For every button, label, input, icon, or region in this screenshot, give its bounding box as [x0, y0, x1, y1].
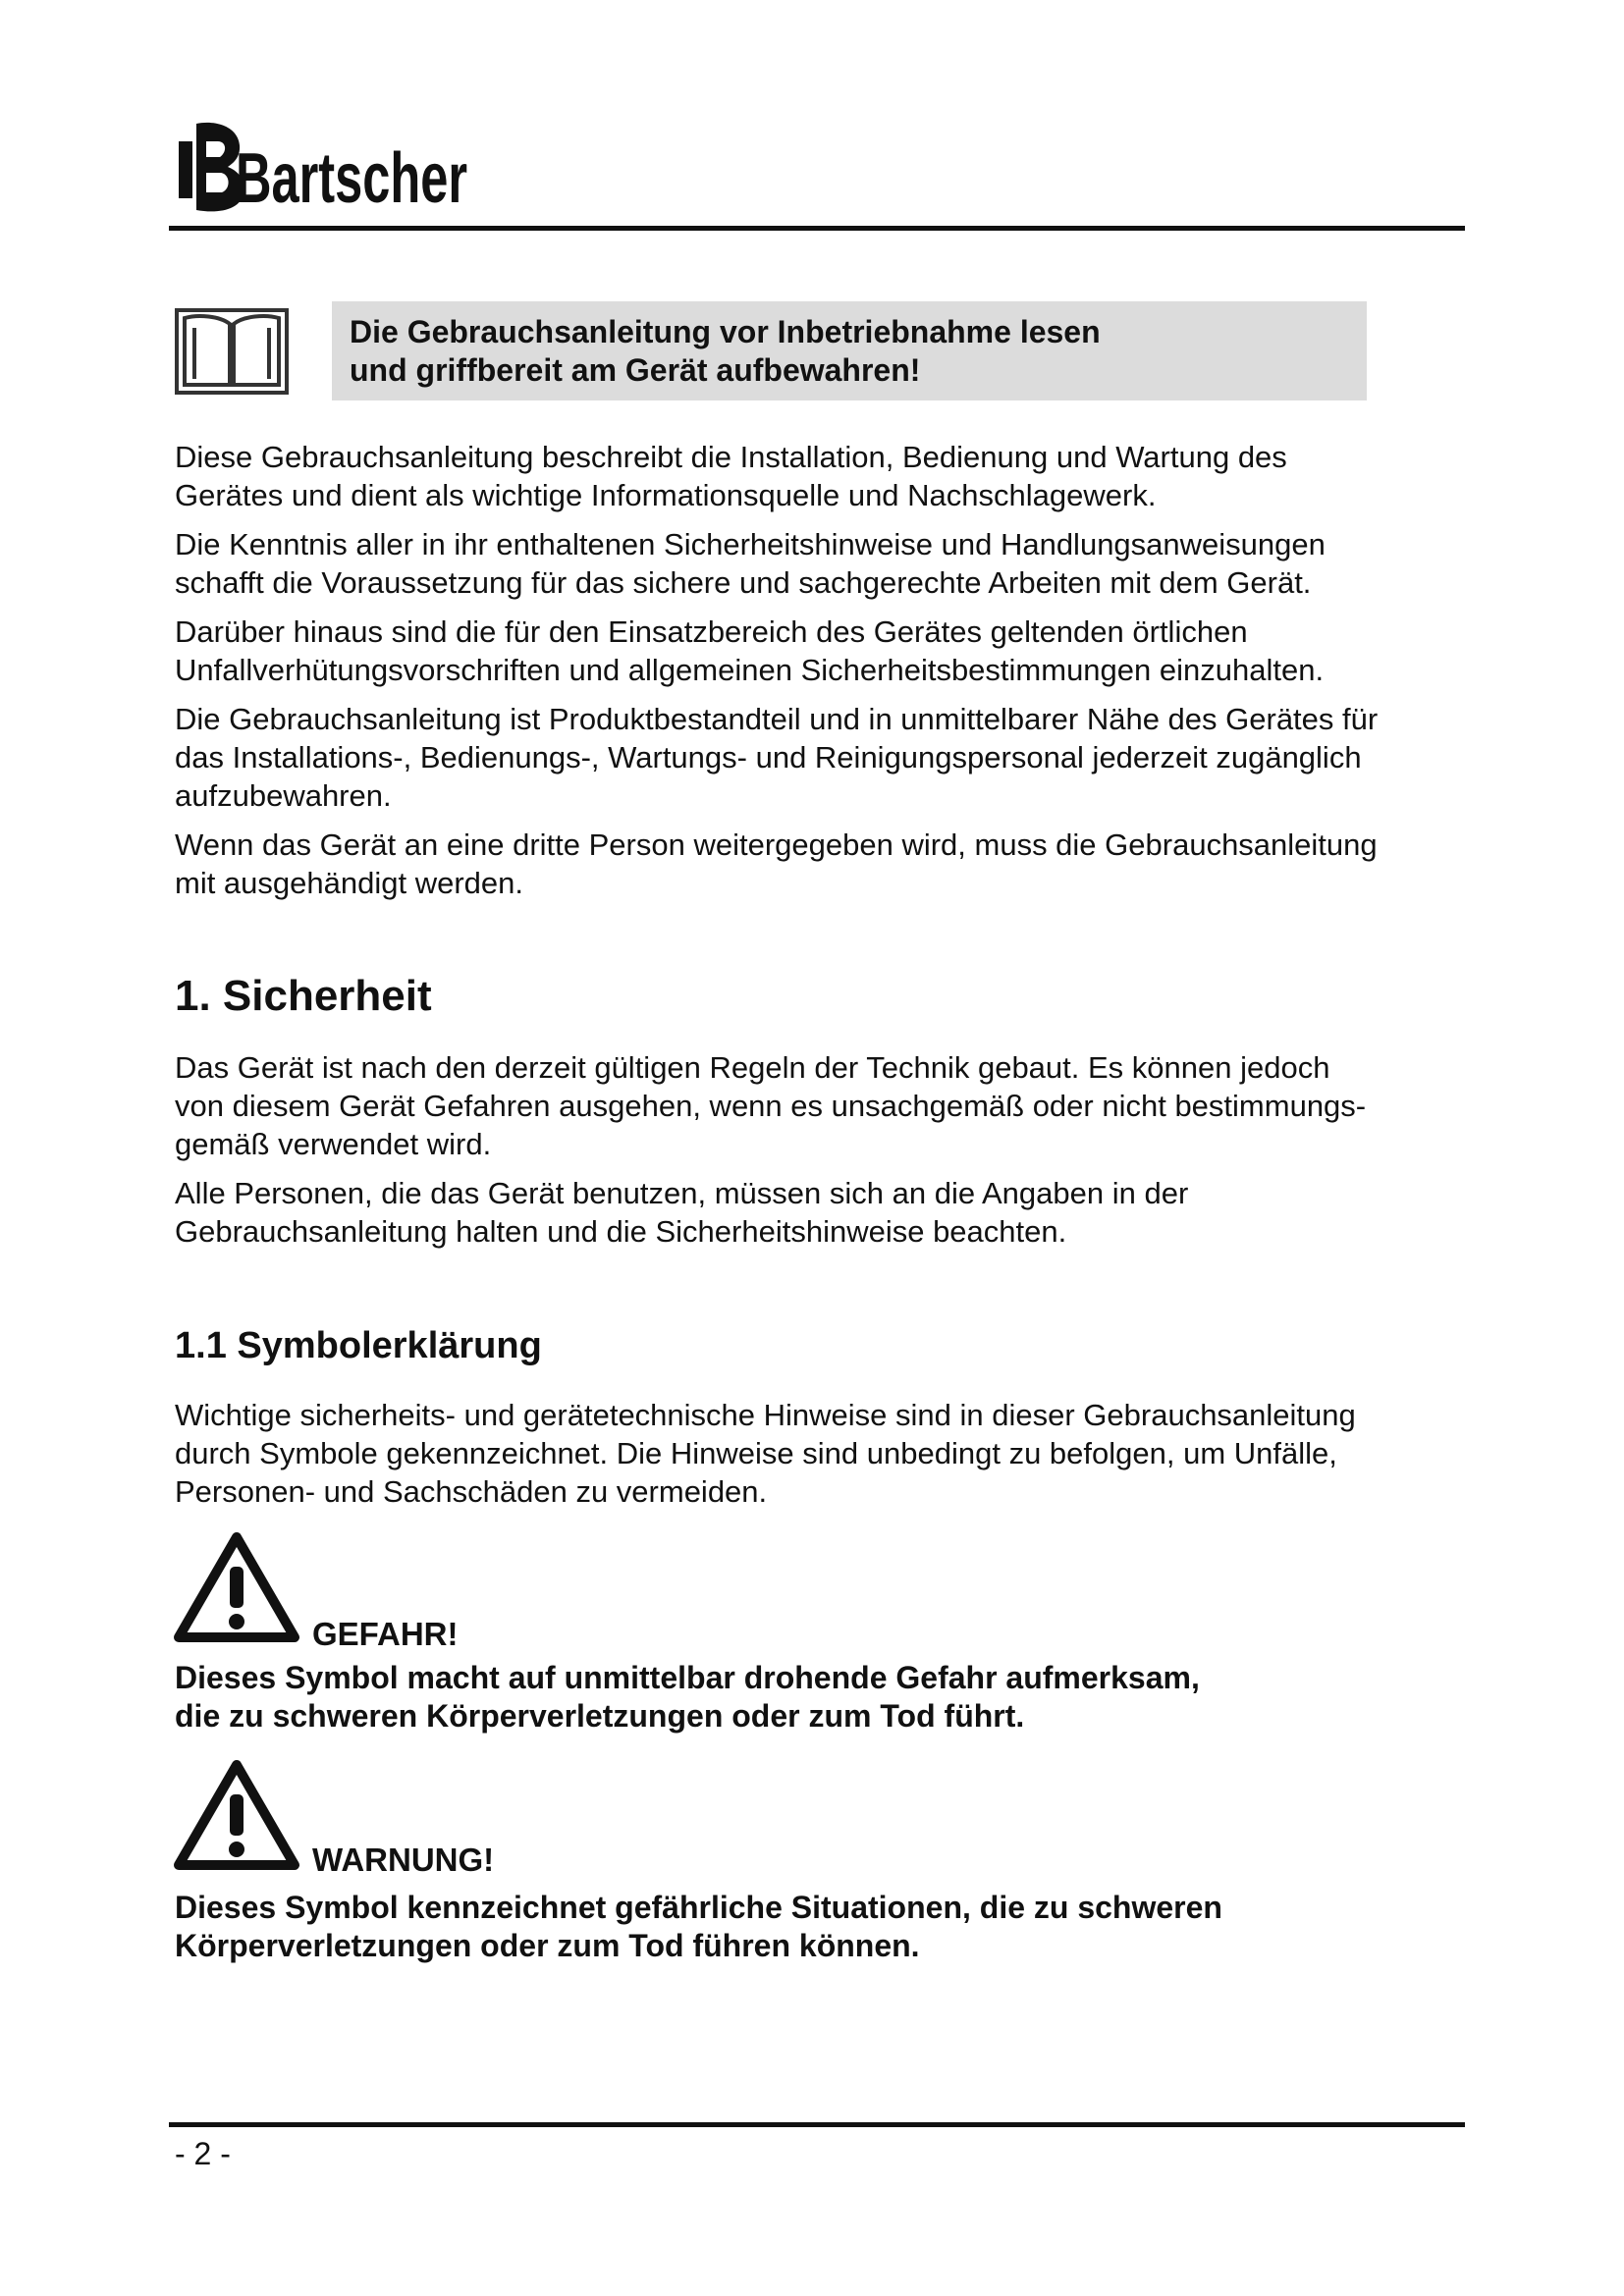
text-line: Diese Gebrauchsanleitung beschreibt die Installation, Bedienung und Wartung des [175, 440, 1287, 474]
text-line: Wenn das Gerät an eine dritte Person weitergegeben wird, muss die Gebrauchsanleitung [175, 828, 1378, 862]
notice-line: Die Gebrauchsanleitung vor Inbetriebnahme lesen [350, 314, 1101, 349]
text-line: Darüber hinaus sind die für den Einsatzbereich des Gerätes geltenden örtlichen [175, 614, 1248, 649]
manual-book-icon [173, 300, 291, 399]
brand-logo [175, 116, 489, 218]
section1-body [175, 1048, 1490, 1261]
paragraph [175, 613, 1490, 689]
section1-1-body [175, 1396, 1490, 1522]
subsection-heading: 1.1 Symbolerklärung [175, 1325, 542, 1366]
footer-rule [169, 2122, 1465, 2127]
text-line: die zu schweren Körperverletzungen oder zum Tod führt. [175, 1698, 1025, 1734]
danger-text [175, 1659, 1200, 1735]
text-line: Körperverletzungen oder zum Tod führen können. [175, 1928, 920, 1963]
paragraph [175, 700, 1490, 815]
text-line: Gerätes und dient als wichtige Informationsquelle und Nachschlagewerk. [175, 478, 1157, 512]
danger-title: GEFAHR! [312, 1616, 459, 1652]
header-rule [169, 226, 1465, 231]
text-line: Gebrauchsanleitung halten und die Sicherheitshinweise beachten. [175, 1214, 1067, 1249]
text-line: durch Symbole gekennzeichnet. Die Hinweise sind unbedingt zu befolgen, um Unfälle, [175, 1436, 1337, 1470]
text-line: aufzubewahren. [175, 778, 392, 813]
text-line: mit ausgehändigt werden. [175, 866, 524, 900]
warning-title: WARNUNG! [312, 1842, 495, 1878]
intro-section [175, 438, 1490, 913]
text-line: das Installations-, Bedienungs-, Wartungs- und Reinigungspersonal jederzeit zugänglich [175, 740, 1362, 774]
notice-box [332, 301, 1367, 400]
text-line: schafft die Voraussetzung für das sichere und sachgerechte Arbeiten mit dem Gerät. [175, 565, 1312, 600]
text-line: von diesem Gerät Gefahren ausgehen, wenn es unsachgemäß oder nicht bestimmungs- [175, 1089, 1367, 1123]
text-line: Dieses Symbol kennzeichnet gefährliche Situationen, die zu schweren [175, 1890, 1222, 1925]
paragraph [175, 525, 1490, 602]
text-line: gemäß verwendet wird. [175, 1127, 492, 1161]
paragraph [175, 826, 1490, 902]
page-number: - 2 - [175, 2136, 231, 2171]
section-heading: 1. Sicherheit [175, 972, 432, 1020]
text-line: Dieses Symbol macht auf unmittelbar drohende Gefahr aufmerksam, [175, 1660, 1200, 1695]
paragraph [175, 438, 1490, 514]
text-line: Alle Personen, die das Gerät benutzen, müssen sich an die Angaben in der [175, 1176, 1189, 1210]
text-line: Wichtige sicherheits- und gerätetechnische Hinweise sind in dieser Gebrauchsanleitung [175, 1398, 1356, 1432]
text-line: Die Gebrauchsanleitung ist Produktbestandteil und in unmittelbarer Nähe des Gerätes für [175, 702, 1379, 736]
warning-text [175, 1889, 1222, 1965]
text-line: Die Kenntnis aller in ihr enthaltenen Sicherheitshinweise und Handlungsanweisungen [175, 527, 1326, 561]
text-line: Das Gerät ist nach den derzeit gültigen Regeln der Technik gebaut. Es können jedoch [175, 1050, 1330, 1085]
paragraph [175, 1174, 1490, 1251]
text-line: Unfallverhütungsvorschriften und allgemeinen Sicherheitsbestimmungen einzuhalten. [175, 653, 1325, 687]
paragraph [175, 1048, 1490, 1163]
notice-line: und griffbereit am Gerät aufbewahren! [350, 352, 921, 388]
brand-logo-text: Bartscher [236, 139, 467, 218]
warning-triangle-icon [173, 1531, 300, 1644]
paragraph [175, 1396, 1490, 1511]
text-line: Personen- und Sachschäden zu vermeiden. [175, 1474, 768, 1509]
warning-triangle-icon [173, 1759, 300, 1872]
